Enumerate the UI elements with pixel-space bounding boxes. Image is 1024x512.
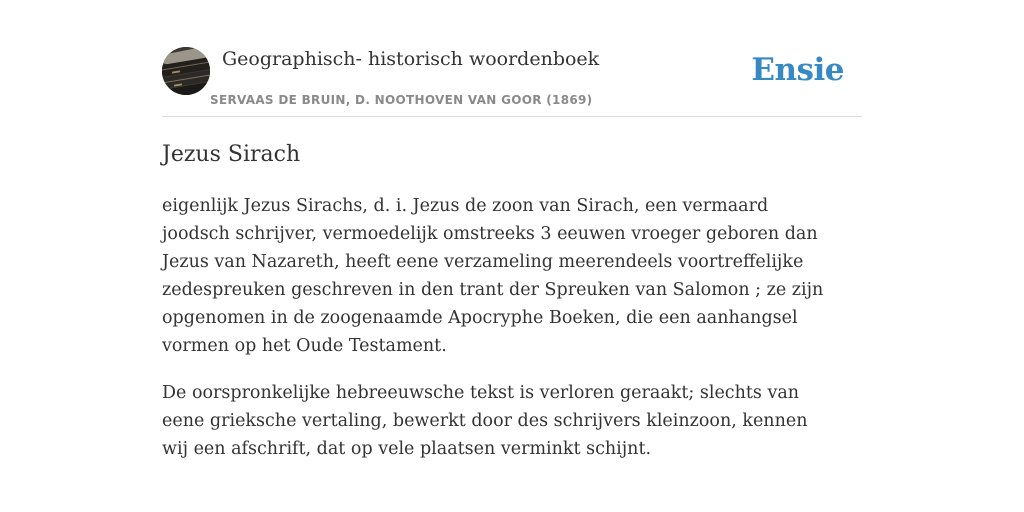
book-spines-icon	[162, 47, 210, 95]
book-author: SERVAAS DE BRUIN, D. NOOTHOVEN VAN GOOR (1869)	[210, 93, 593, 107]
entry-title: Jezus Sirach	[162, 142, 301, 167]
page-header	[162, 46, 862, 117]
book-avatar[interactable]	[162, 47, 210, 95]
entry-body	[162, 192, 827, 482]
ensie-logo-link[interactable]: Ensie	[751, 52, 844, 88]
entry-paragraph: De oorspronkelijke hebreeuwsche tekst is verloren geraakt; slechts van eene grieksche vertaling, bewerkt door des schrijvers kleinzoon, kennen wij een afschrift, dat op vele plaatsen verminkt schijnt.	[162, 383, 808, 459]
entry-paragraph: eigenlijk Jezus Sirachs, d. i. Jezus de zoon van Sirach, een vermaard joodsch schrijver, vermoedelijk omstreeks 3 eeuwen vroeger geboren dan Jezus van Nazareth, heeft eene verzameling meerendeels voortreffelijke zedespreuken geschreven in den trant der Spreuken van Salomon ; ze zijn opgenomen in de zoogenaamde Apocryphe Boeken, die een aanhangsel vormen op het Oude Testament.	[162, 196, 824, 356]
book-title[interactable]: Geographisch- historisch woordenboek	[222, 48, 600, 70]
